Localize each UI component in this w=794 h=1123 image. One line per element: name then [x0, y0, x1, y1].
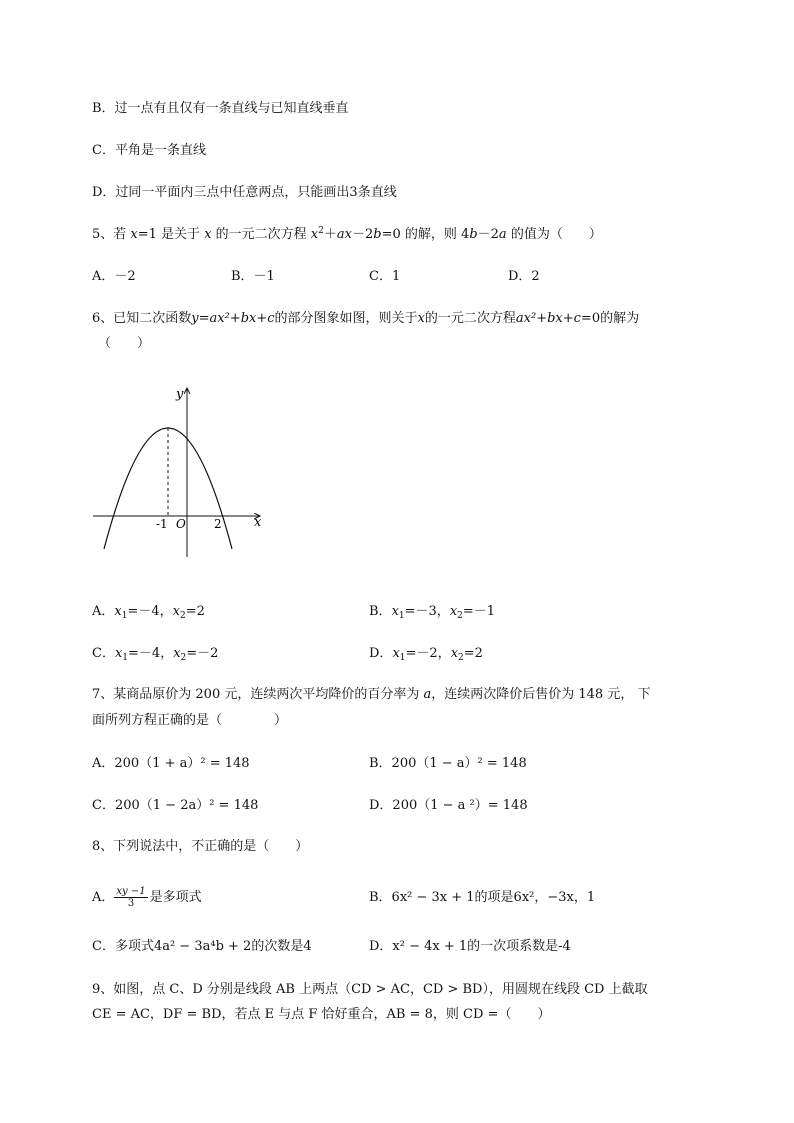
tick-label-minus-1: -1: [156, 517, 168, 531]
y-label: y: [176, 387, 184, 402]
q9-stem-line2: CE = AC，DF = BD，若点 E 与点 F 恰好重合，AB = 8，则 CD =（ ）: [92, 1007, 551, 1022]
q7-option-d: D．200（1 − a ²）= 148: [369, 798, 528, 813]
q4-option-c: C．平角是一条直线: [92, 143, 206, 158]
q6-option-d: D．$x_1=-2$，$x_2=2$: [369, 646, 483, 663]
q8-option-d: D．x² − 4x + 1的一次项系数是-4: [369, 939, 571, 954]
q6-stem-line2: （ ）: [98, 336, 151, 351]
tick-label-2: 2: [214, 517, 222, 531]
parabola-graph: [88, 382, 273, 557]
x-label: x: [254, 515, 262, 530]
q8-stem: 8、下列说法中，不正确的是（ ）: [92, 839, 309, 854]
q7-option-b: B．200（1 − a）² = 148: [369, 756, 527, 771]
q5-option-c: C．1: [369, 269, 401, 284]
q6-option-c: C．$x_1=-4$，$x_2=-2$: [92, 646, 219, 663]
q8-option-a: A． $\frac{xy -1}{3}$ 是多项式: [92, 886, 202, 909]
q6-option-b: B．$x_1=-3$，$x_2=-1$: [369, 604, 496, 621]
q5-option-a: A．－2: [92, 269, 136, 284]
q7-option-a: A．200（1 + a）² = 148: [92, 756, 250, 771]
q7-stem-line2: 面所列方程正确的是（ ）: [92, 713, 288, 728]
q5-option-b: B．－1: [231, 269, 275, 284]
fraction: $\frac{xy -1}{3}$: [116, 886, 146, 909]
origin-label: O: [176, 517, 186, 531]
q5-option-d: D．2: [508, 269, 540, 284]
q4-option-d: D．过同一平面内三点中任意两点，只能画出3条直线: [92, 185, 397, 200]
q7-option-c: C．200（1 − 2a）² = 148: [92, 798, 259, 813]
q5-stem: 5、若 x=1 是关于 x 的一元二次方程 $x^2+ax-2b=0$ 的解，则 4b－2a 的值为（ ）: [92, 226, 602, 242]
q6-option-a: A．$x_1=-4$，$x_2=2$: [92, 604, 205, 621]
q9-stem-line1: 9、如图，点 C、D 分别是线段 AB 上两点（CD > AC，CD > BD），用圆规在线段 CD 上截取: [92, 982, 648, 997]
q4-option-b: B．过一点有且仅有一条直线与已知直线垂直: [92, 101, 349, 116]
q8-option-c: C．多项式4a² − 3a⁴b + 2的次数是4: [92, 939, 312, 954]
q7-stem-line1: 7、某商品原价为 200 元，连续两次平均降价的百分率为 a，连续两次降价后售价为 148 元， 下: [92, 687, 651, 702]
q6-stem-line1: 6、已知二次函数y=ax²+bx+c的部分图象如图，则关于x的一元二次方程ax²+bx+c=0的解为: [92, 311, 640, 326]
q8-option-b: B．6x² − 3x + 1的项是6x²，−3x，1: [369, 890, 596, 905]
